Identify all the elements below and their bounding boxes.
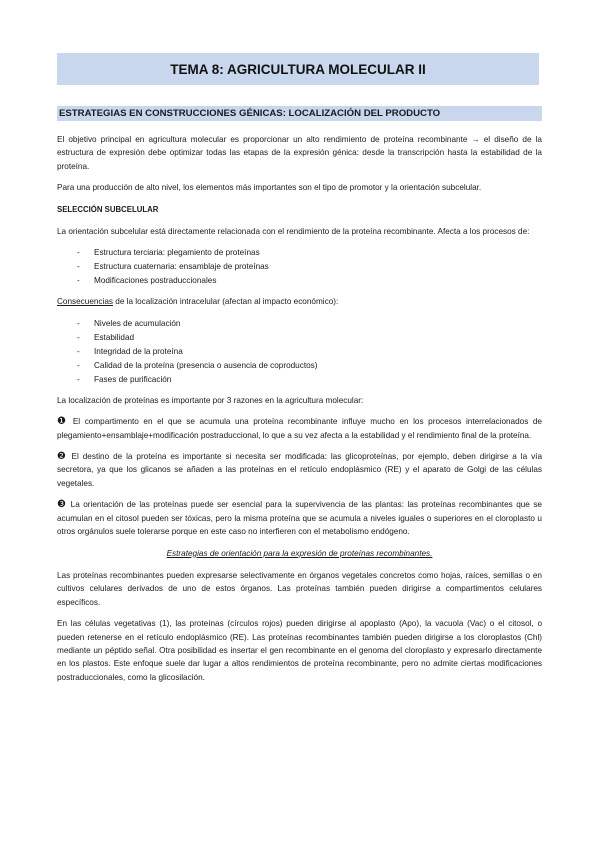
paragraph-consequences [57, 295, 542, 308]
document-body [57, 106, 542, 692]
paragraph-production: Para una producción de alto nivel, los elementos más importantes son el tipo de promotor y la orientación subcelular. [57, 183, 482, 193]
number-three-icon: ❸ [57, 499, 68, 511]
paragraph-vegetative-cells: En las células vegetativas (1), las proteínas (círculos rojos) pueden dirigirse al apoplasto (Apo), la vacuola (Vac) o el citosol, o pueden retenerse en el retículo endoplásmico (RE). Las proteínas recombinantes también pueden dirigirse a los cloroplastos (Chl) mediante un péptido señal. Otra posibilidad es insertar el gen recombinante en el genoma del cloroplasto y expresarlo directamente en los plastos. Este enfoque suele dar lugar a altos rendimientos de proteína recombinante, pero no admite ciertas modificaciones postraduccionales, como la glicosilación. [57, 619, 542, 682]
reason-3 [57, 498, 542, 538]
list-item: - Niveles de acumulación [57, 317, 542, 331]
number-one-icon: ❶ [57, 416, 69, 428]
consequences-label: Consecuencias [57, 297, 113, 307]
list-item: - Fases de purificación [57, 373, 542, 387]
list-item: - Modificaciones postraduccionales [57, 274, 542, 288]
reason-text: El destino de la proteína es importante si necesita ser modificada: las glicoproteínas, por ejemplo, deben dirigirse a la vía secretora, ya que los glicanos se añaden a las proteínas en el retículo endoplásmico (RE) y el aparato de Golgi de las células vegetales. [57, 452, 542, 488]
document-title [57, 53, 539, 85]
paragraph-organs: Las proteínas recombinantes pueden expresarse selectivamente en órganos vegetales concretos como hojas, raíces, semillas o en cultivos celulares derivados de uno de estos órganos. Las proteínas también pueden dirigirse a compartimentos celulares específicos. [57, 570, 542, 607]
list-item: - Estructura terciaria: plegamiento de proteínas [57, 246, 542, 260]
list-item: - Estructura cuaternaria: ensamblaje de proteínas [57, 260, 542, 274]
reason-text: La orientación de las proteínas puede ser esencial para la supervivencia de las plantas: las proteínas recombinantes que se acumulan en el citosol pueden ser tóxicas, pero la misma proteína que se acumula a niveles iguales o superiores en el cloroplasto u otros orgánulos suele tolerarse porque en este caso no interfieren con el metabolismo endógeno. [57, 500, 542, 537]
paragraph-orientation: La orientación subcelular está directamente relacionada con el rendimiento de la proteína recombinante. Afecta a los procesos de: [57, 227, 530, 237]
list-item: - Integridad de la proteína [57, 345, 542, 359]
section-heading: ESTRATEGIAS EN CONSTRUCCIONES GÉNICAS: LOCALIZACIÓN DEL PRODUCTO [57, 106, 542, 121]
strategies-title: Estrategias de orientación para la expresión de proteínas recombinantes. [166, 548, 433, 558]
list-item: - Estabilidad [57, 331, 542, 345]
process-list [57, 246, 542, 288]
consequences-list [57, 317, 542, 387]
subheading-subcellular: SELECCIÓN SUBCELULAR [57, 204, 159, 214]
number-two-icon: ❷ [57, 451, 68, 463]
list-item: - Calidad de la proteína (presencia o ausencia de coproductos) [57, 359, 542, 373]
reason-2 [57, 450, 542, 490]
paragraph-objective: El objetivo principal en agricultura molecular es proporcionar un alto rendimiento de proteína recombinante → el diseño de la estructura de expresión debe optimizar todas las etapas de la expresión génica: desde la transcripción hasta la estabilidad de la proteína. [57, 135, 542, 171]
reason-text: El compartimento en el que se acumula una proteína recombinante influye mucho en los procesos interrelacionados de plegamiento+ensamblaje+modificación postraduccional, lo que a su vez afecta a la estabilidad y el rendimiento final de la proteína. [57, 417, 542, 440]
reason-1 [57, 415, 542, 442]
paragraph-reasons-intro: La localización de proteínas es importante por 3 razones en la agricultura molecular: [57, 395, 364, 405]
title-text: TEMA 8: AGRICULTURA MOLECULAR II [170, 61, 426, 77]
consequences-text: de la localización intracelular (afectan al impacto económico): [112, 297, 339, 307]
